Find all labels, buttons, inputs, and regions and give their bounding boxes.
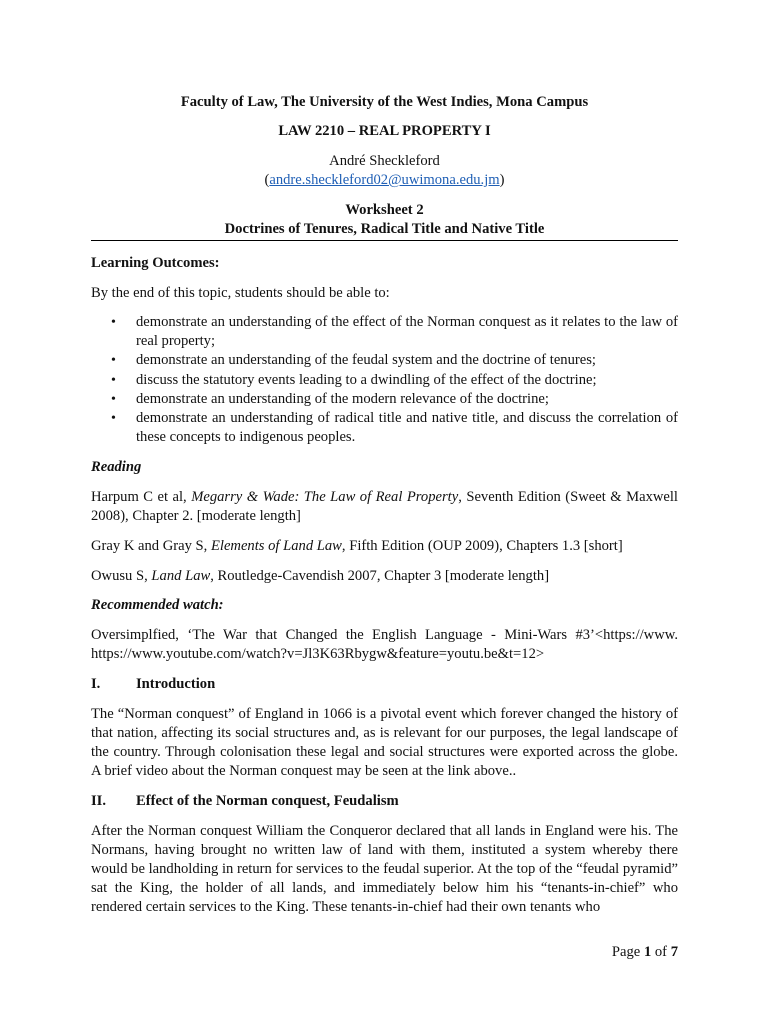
- bullet-icon: •: [111, 411, 116, 427]
- introduction-paragraph: The “Norman conquest” of England in 1066 is a pivotal event which forever changed the history of that nation, affecting its social structures and, as is relevant for our purposes, the legal landscape of the country. Through colonisation these legal and social structures were exported across the globe. A brief video about the Norman conquest may be seen at the link above..: [91, 706, 678, 779]
- list-item: • demonstrate an understanding of the effect of the Norman conquest as it relates to the law of real property;: [111, 314, 678, 350]
- list-item: • demonstrate an understanding of radical title and native title, and discuss the correlation of these concepts to indigenous peoples.: [111, 410, 678, 446]
- reading-reference-2: Gray K and Gray S, Elements of Land Law, Fifth Edition (OUP 2009), Chapters 1.3 [short]: [91, 538, 623, 554]
- list-item: • demonstrate an understanding of the modern relevance of the doctrine;: [91, 390, 678, 409]
- worksheet-title: Doctrines of Tenures, Radical Title and Native Title: [224, 221, 545, 237]
- bullet-icon: •: [111, 372, 116, 388]
- author-email-line: (andre.sheckleford02@uwimona.edu.jm): [264, 172, 505, 188]
- learning-outcomes-intro: By the end of this topic, students should be able to:: [91, 285, 390, 301]
- page-number: Page 1 of 7: [611, 944, 678, 960]
- bullet-icon: •: [111, 391, 116, 407]
- section-heading-norman-conquest: II. Effect of the Norman conquest, Feudalism: [91, 793, 399, 809]
- recommended-watch-link: Oversimplfied, ‘The War that Changed the English Language - Mini-Wars #3’<https://www. https://www.youtube.com/watch?v=Jl3K63Rbygw&feature=youtu.be&t=12>: [91, 627, 678, 662]
- title-divider: [91, 240, 678, 241]
- author-name: André Sheckleford: [329, 153, 440, 169]
- recommended-watch-heading: Recommended watch:: [91, 597, 224, 613]
- reading-reference-3: Owusu S, Land Law, Routledge-Cavendish 2007, Chapter 3 [moderate length]: [91, 568, 550, 584]
- learning-outcomes-list: [91, 313, 678, 447]
- course-heading: LAW 2210 – REAL PROPERTY I: [278, 123, 491, 139]
- reading-heading: Reading: [91, 459, 142, 475]
- list-item: • discuss the statutory events leading to a dwindling of the effect of the doctrine;: [91, 371, 678, 390]
- bullet-icon: •: [111, 353, 116, 369]
- worksheet-label: Worksheet 2: [345, 202, 424, 218]
- learning-outcomes-heading: Learning Outcomes:: [91, 255, 220, 271]
- reading-reference-1: Harpum C et al, Megarry & Wade: The Law of Real Property, Seventh Edition (Sweet & Maxwell 2008), Chapter 2. [moderate length]: [91, 489, 678, 524]
- section-heading-introduction: I. Introduction: [91, 676, 216, 692]
- bullet-icon: •: [111, 315, 116, 330]
- list-item: • demonstrate an understanding of the feudal system and the doctrine of tenures;: [91, 351, 678, 370]
- faculty-heading: Faculty of Law, The University of the West Indies, Mona Campus: [180, 94, 589, 110]
- norman-conquest-paragraph: After the Norman conquest William the Conqueror declared that all lands in England were his. The Normans, having brought no written law of land with them, instituted a system whereby there would be landholding in return for services to the feudal superior. At the top of the “feudal pyramid” sat the King, the holder of all lands, and immediately below him his “tenants-in-chief” who rendered certain services to the King. These tenants-in-chief had their own tenants who: [91, 823, 678, 915]
- author-email-link[interactable]: andre.sheckleford02@uwimona.edu.jm: [269, 172, 500, 188]
